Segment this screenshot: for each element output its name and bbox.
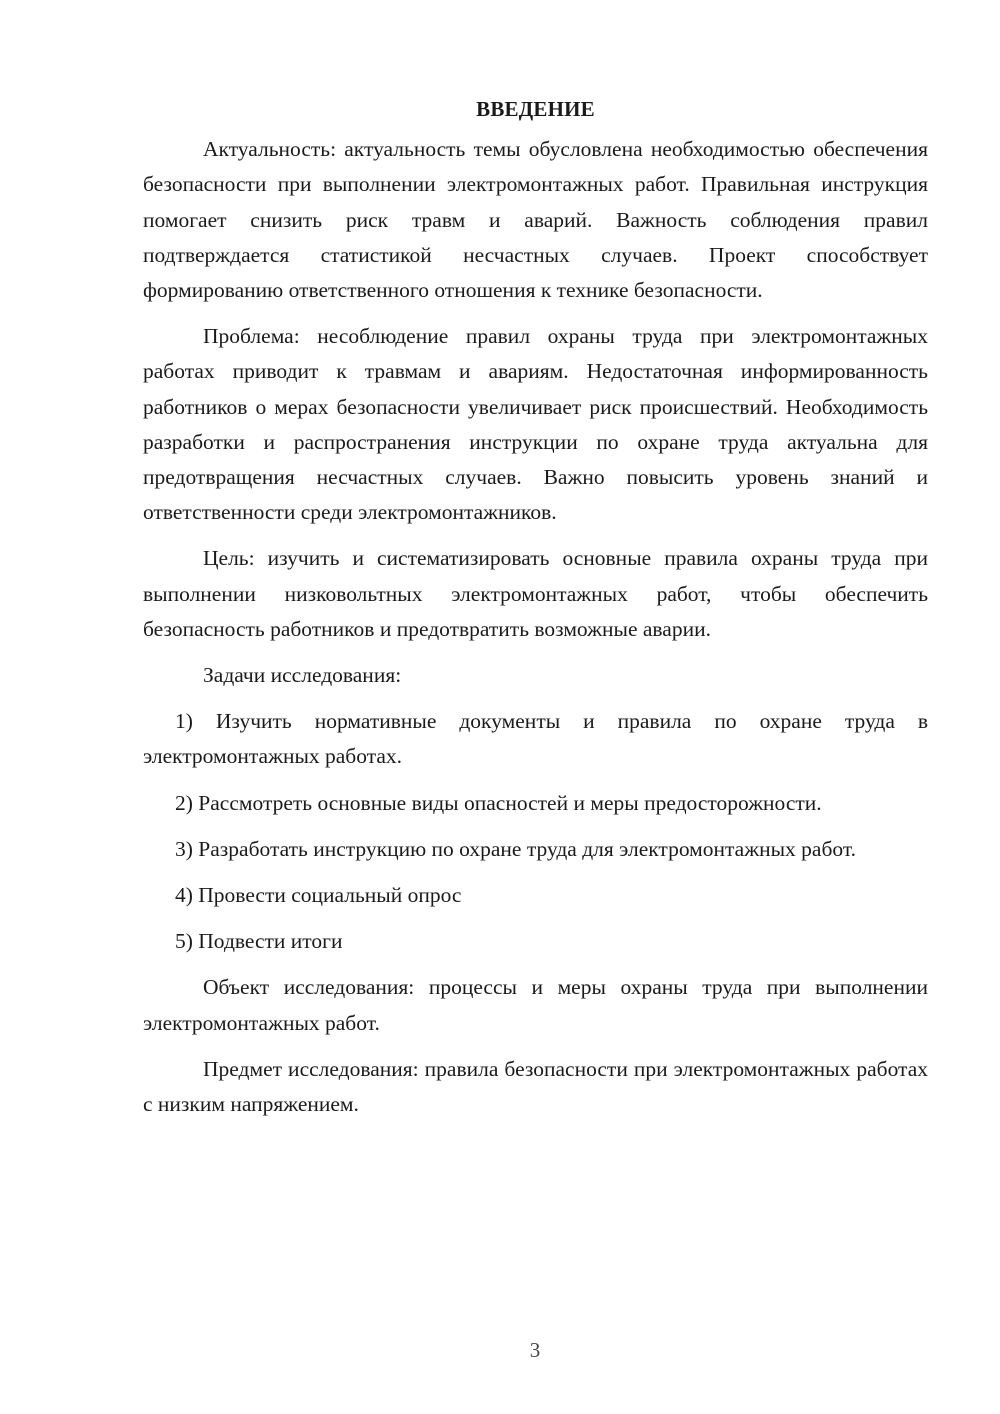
section-heading: ВВЕДЕНИЕ bbox=[476, 97, 595, 121]
task-item-5: 5) Подвести итоги bbox=[175, 929, 343, 954]
task-item-4: 4) Провести социальный опрос bbox=[175, 883, 462, 908]
page-content bbox=[143, 92, 928, 1133]
object-paragraph: Объект исследования: процессы и меры охраны труда при выполнении электромонтажных работ. bbox=[143, 975, 928, 1035]
relevance-paragraph: Актуальность: актуальность темы обусловлена необходимостью обеспечения безопасности при выполнении электромонтажных работ. Правильная инструкция помогает снизить риск травм и аварий. Важность соблюдения правил подтверждается статистикой несчастных случаев. Проект способствует формированию ответственного отношения к технике безопасности. bbox=[143, 137, 928, 303]
task-item-3: 3) Разработать инструкцию по охране труда для электромонтажных работ. bbox=[175, 836, 857, 861]
tasks-heading: Задачи исследования: bbox=[203, 663, 402, 688]
subject-paragraph: Предмет исследования: правила безопасности при электромонтажных работах с низким напряжением. bbox=[143, 1056, 928, 1117]
goal-paragraph: Цель: изучить и систематизировать основные правила охраны труда при выполнении низковольтных электромонтажных работ, чтобы обеспечить безопасность работников и предотвратить возможные аварии. bbox=[143, 546, 928, 641]
problem-paragraph: Проблема: несоблюдение правил охраны труда при электромонтажных работах приводит к травмам и авариям. Недостаточная информированность работников о мерах безопасности увеличивает риск происшествий. Необходимость разработки и распространения инструкции по охране труда актуальна для предотвращения несчастных случаев. Важно повысить уровень знаний и ответственности среди электромонтажников. bbox=[143, 324, 928, 525]
page-number: 3 bbox=[529, 1338, 541, 1362]
task-item-1: 1) Изучить нормативные документы и правила по охране труда в электромонтажных работах. bbox=[143, 709, 928, 769]
task-item-2: 2) Рассмотреть основные виды опасностей и меры предосторожности. bbox=[175, 790, 822, 815]
